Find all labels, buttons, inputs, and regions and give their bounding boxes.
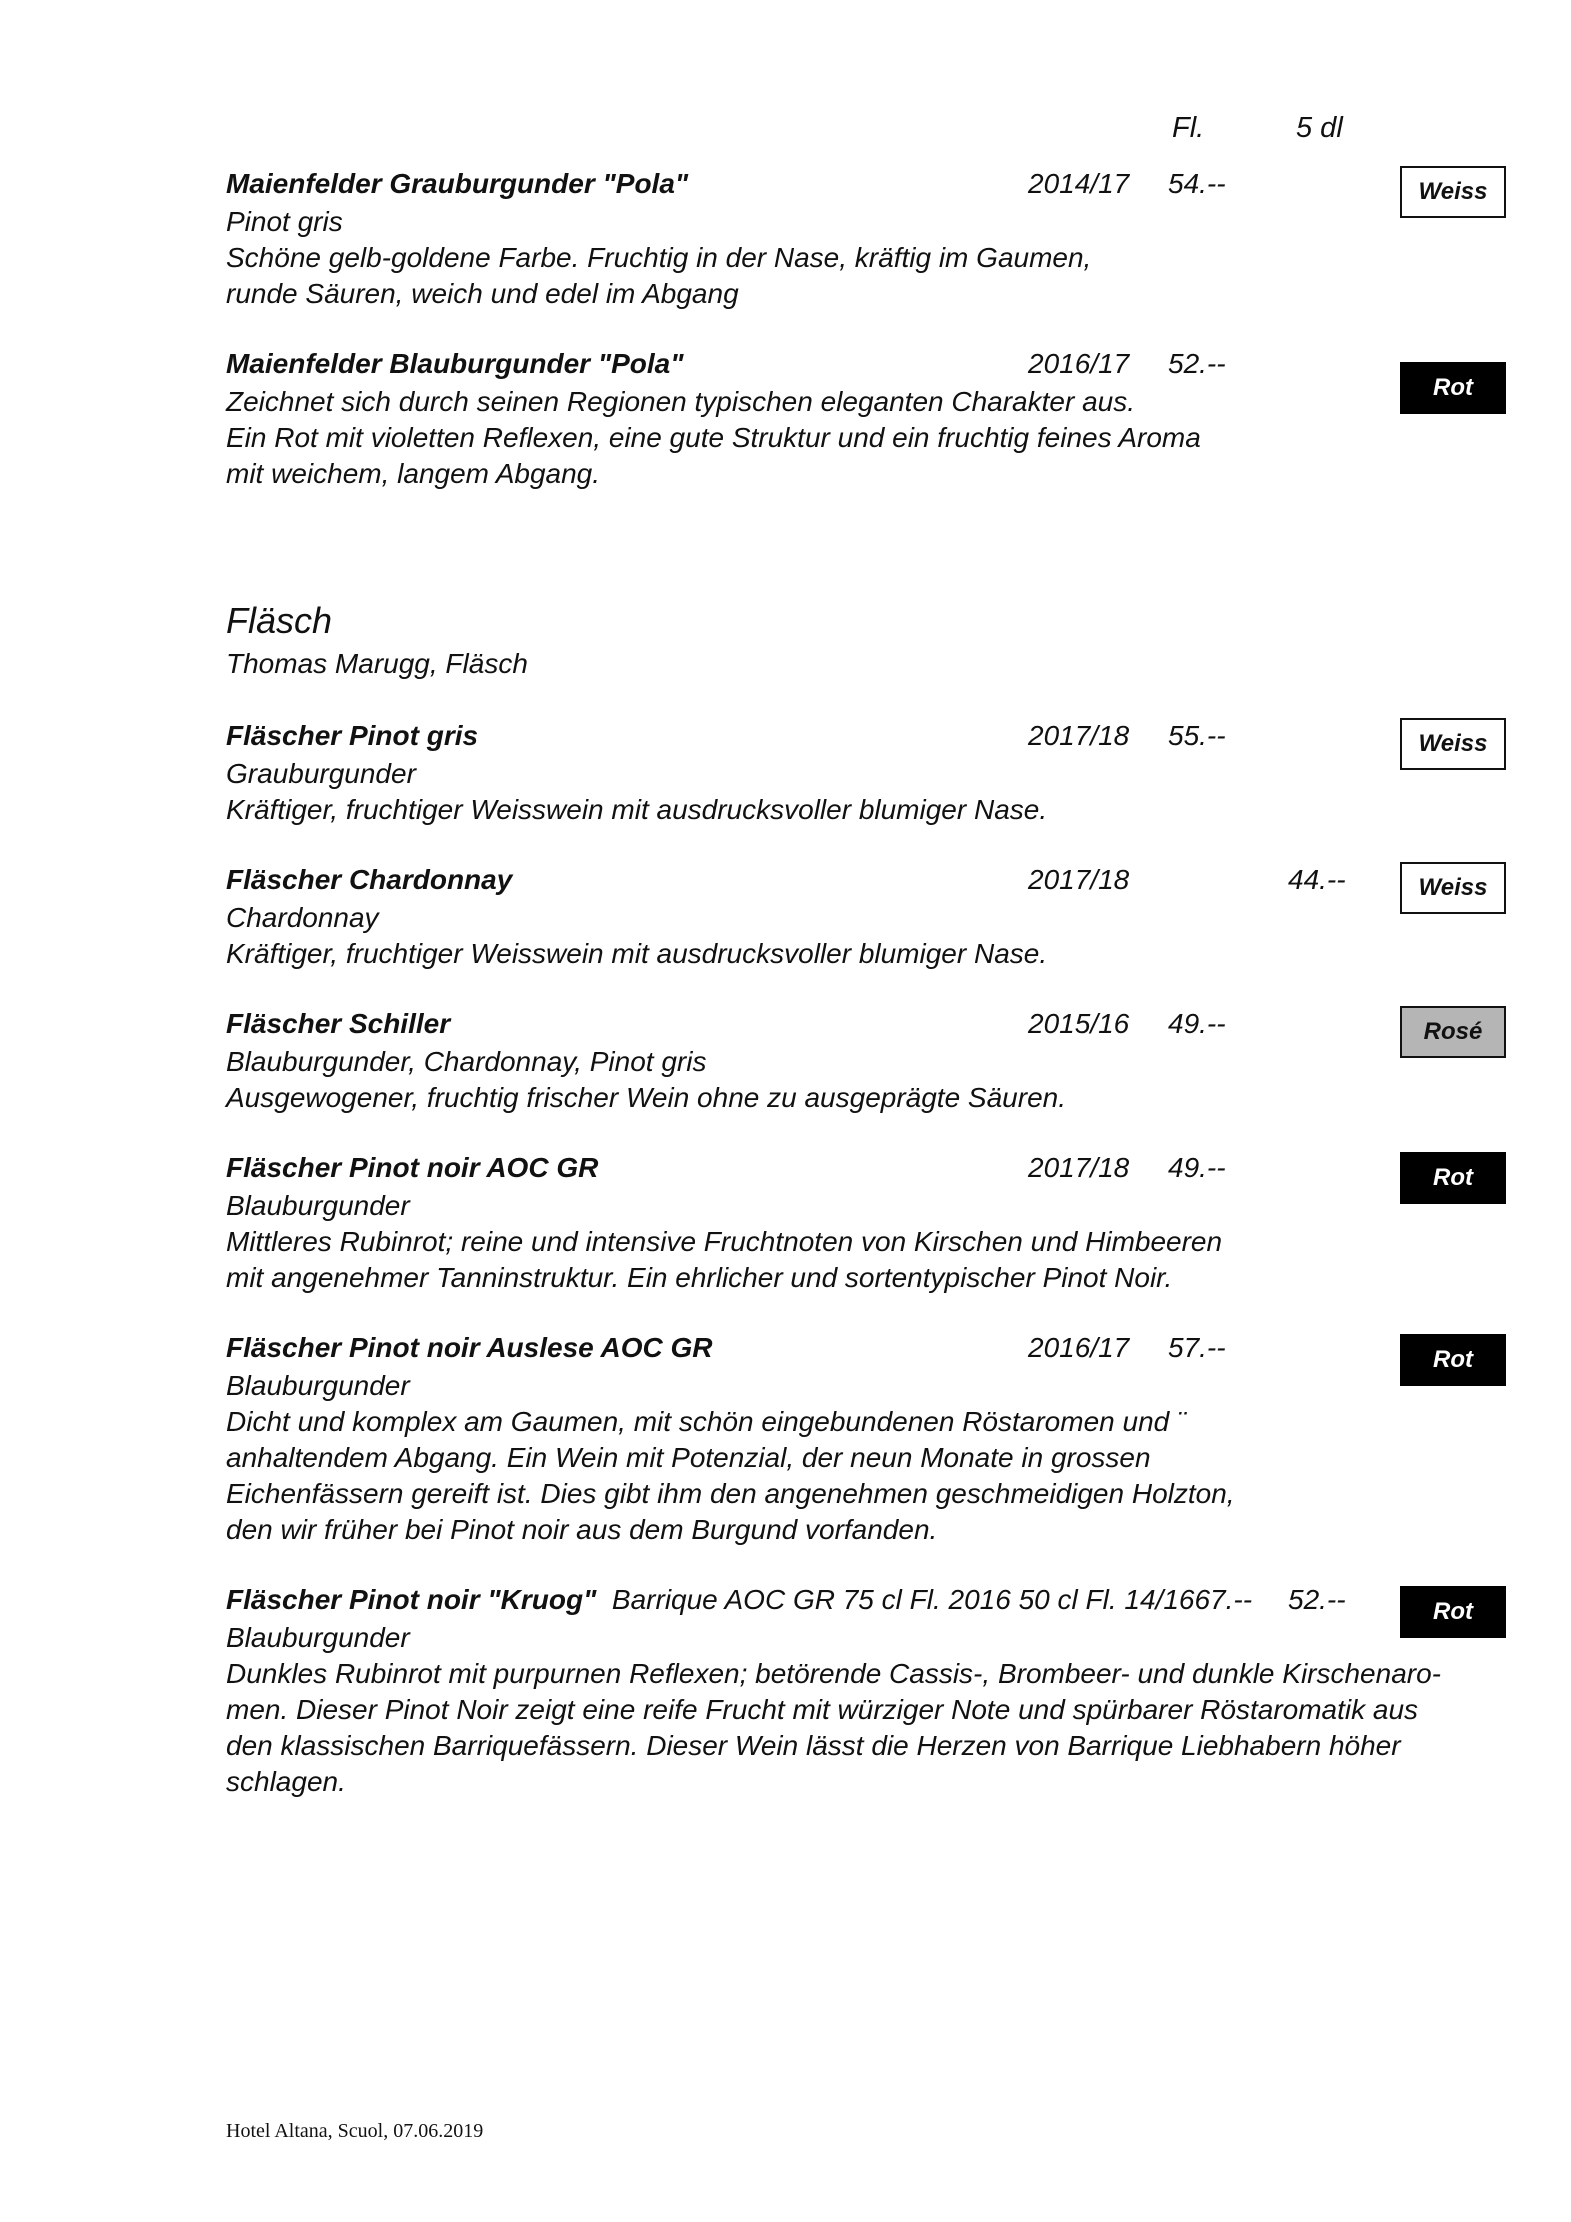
wine-entry: [226, 1332, 1496, 1548]
wine-description: men. Dieser Pinot Noir zeigt eine reife Frucht mit würziger Note und spürbarer Röstaromatik aus: [226, 1694, 1419, 1725]
wine-entry: [226, 864, 1496, 972]
wine-description: den wir früher bei Pinot noir aus dem Burgund vorfanden.: [226, 1514, 938, 1545]
wine-type-badge: Rot: [1400, 1586, 1506, 1638]
wine-vintage: 2017/18: [1028, 864, 1130, 895]
wine-grape: Grauburgunder: [226, 758, 416, 789]
wine-description: Dunkles Rubinrot mit purpurnen Reflexen; betörende Cassis-, Brombeer- und dunkle Kirschenaro-: [226, 1658, 1441, 1689]
wine-price-bottle: 49.--: [1168, 1008, 1226, 1039]
wine-description: den klassischen Barriquefässern. Dieser Wein lässt die Herzen von Barrique Liebhabern höher: [226, 1730, 1401, 1761]
wine-description: Eichenfässern gereift ist. Dies gibt ihm den angenehmen geschmeidigen Holzton,: [226, 1478, 1235, 1509]
wine-price-bottle: 49.--: [1168, 1152, 1226, 1183]
wine-grape: Pinot gris: [226, 206, 343, 237]
wine-entry: [226, 1152, 1496, 1296]
wine-vintage: 2017/18: [1028, 1152, 1130, 1183]
wine-entry: [226, 348, 1496, 492]
wine-vintage: 2014/17: [1028, 168, 1130, 199]
wine-description: Ein Rot mit violetten Reflexen, eine gute Struktur und ein fruchtig feines Aroma: [226, 422, 1201, 453]
wine-name: Maienfelder Blauburgunder "Pola": [226, 348, 684, 379]
wine-name-row: [226, 1584, 1252, 1616]
wine-description: anhaltendem Abgang. Ein Wein mit Potenzial, der neun Monate in grossen: [226, 1442, 1151, 1473]
wine-vintage: 2016/17: [1028, 348, 1130, 379]
wine-description: Zeichnet sich durch seinen Regionen typischen eleganten Charakter aus.: [226, 386, 1136, 417]
wine-grape: Chardonnay: [226, 902, 379, 933]
wine-name: Fläscher Chardonnay: [226, 864, 513, 895]
wine-vintage: 2015/16: [1028, 1008, 1130, 1039]
wine-description: runde Säuren, weich und edel im Abgang: [226, 278, 739, 309]
wine-entry: [226, 168, 1496, 312]
wine-grape: Blauburgunder, Chardonnay, Pinot gris: [226, 1046, 707, 1077]
wine-description: Kräftiger, fruchtiger Weisswein mit ausdrucksvoller blumiger Nase.: [226, 794, 1048, 825]
wine-format-info: Barrique AOC GR 75 cl Fl. 2016 50 cl Fl. 14/1667.--: [611, 1584, 1253, 1615]
wine-grape: Blauburgunder: [226, 1190, 410, 1221]
wine-description: schlagen.: [226, 1766, 346, 1797]
wine-name: Fläscher Pinot gris: [226, 720, 479, 751]
wine-name: Fläscher Schiller: [226, 1008, 451, 1039]
wine-price-bottle: 57.--: [1168, 1332, 1226, 1363]
wine-entry: [226, 1008, 1496, 1116]
wine-price-5dl: 52.--: [1288, 1584, 1346, 1615]
wine-grape: Blauburgunder: [226, 1370, 410, 1401]
section-producer: Thomas Marugg, Fläsch: [226, 648, 528, 679]
wine-description: mit angenehmer Tanninstruktur. Ein ehrlicher und sortentypischer Pinot Noir.: [226, 1262, 1173, 1293]
wine-type-badge: Weiss: [1400, 862, 1506, 914]
wine-price-bottle: 55.--: [1168, 720, 1226, 751]
wine-name: Fläscher Pinot noir Auslese AOC GR: [226, 1332, 713, 1363]
wine-type-badge: Rot: [1400, 1152, 1506, 1204]
wine-type-badge: Weiss: [1400, 166, 1506, 218]
wine-type-badge: Rot: [1400, 1334, 1506, 1386]
wine-name: Fläscher Pinot noir "Kruog": [226, 1584, 597, 1615]
wine-description: Ausgewogener, fruchtig frischer Wein ohne zu ausgeprägte Säuren.: [226, 1082, 1066, 1113]
wine-price-bottle: 52.--: [1168, 348, 1226, 379]
wine-description: Dicht und komplex am Gaumen, mit schön eingebundenen Röstaromen und ¨: [226, 1406, 1187, 1437]
wine-type-badge: Rosé: [1400, 1006, 1506, 1058]
wine-description: Mittleres Rubinrot; reine und intensive Fruchtnoten von Kirschen und Himbeeren: [226, 1226, 1223, 1257]
wine-description: Schöne gelb-goldene Farbe. Fruchtig in der Nase, kräftig im Gaumen,: [226, 242, 1092, 273]
wine-name: Maienfelder Grauburgunder "Pola": [226, 168, 689, 199]
wine-price-bottle: 54.--: [1168, 168, 1226, 199]
wine-name: Fläscher Pinot noir AOC GR: [226, 1152, 599, 1183]
column-header-5dl: 5 dl: [1296, 112, 1343, 144]
section-title: Fläsch: [226, 600, 333, 641]
wine-description: mit weichem, langem Abgang.: [226, 458, 601, 489]
wine-description: Kräftiger, fruchtiger Weisswein mit ausdrucksvoller blumiger Nase.: [226, 938, 1048, 969]
wine-type-badge: Rot: [1400, 362, 1506, 414]
wine-type-badge: Weiss: [1400, 718, 1506, 770]
wine-price-5dl: 44.--: [1288, 864, 1346, 895]
wine-entry: [226, 720, 1496, 828]
column-header-bottle: Fl.: [1172, 112, 1205, 144]
wine-vintage: 2016/17: [1028, 1332, 1130, 1363]
page-footer: Hotel Altana, Scuol, 07.06.2019: [226, 2120, 484, 2142]
wine-vintage: 2017/18: [1028, 720, 1130, 751]
wine-grape: Blauburgunder: [226, 1622, 410, 1653]
wine-entry: [226, 1584, 1496, 1800]
